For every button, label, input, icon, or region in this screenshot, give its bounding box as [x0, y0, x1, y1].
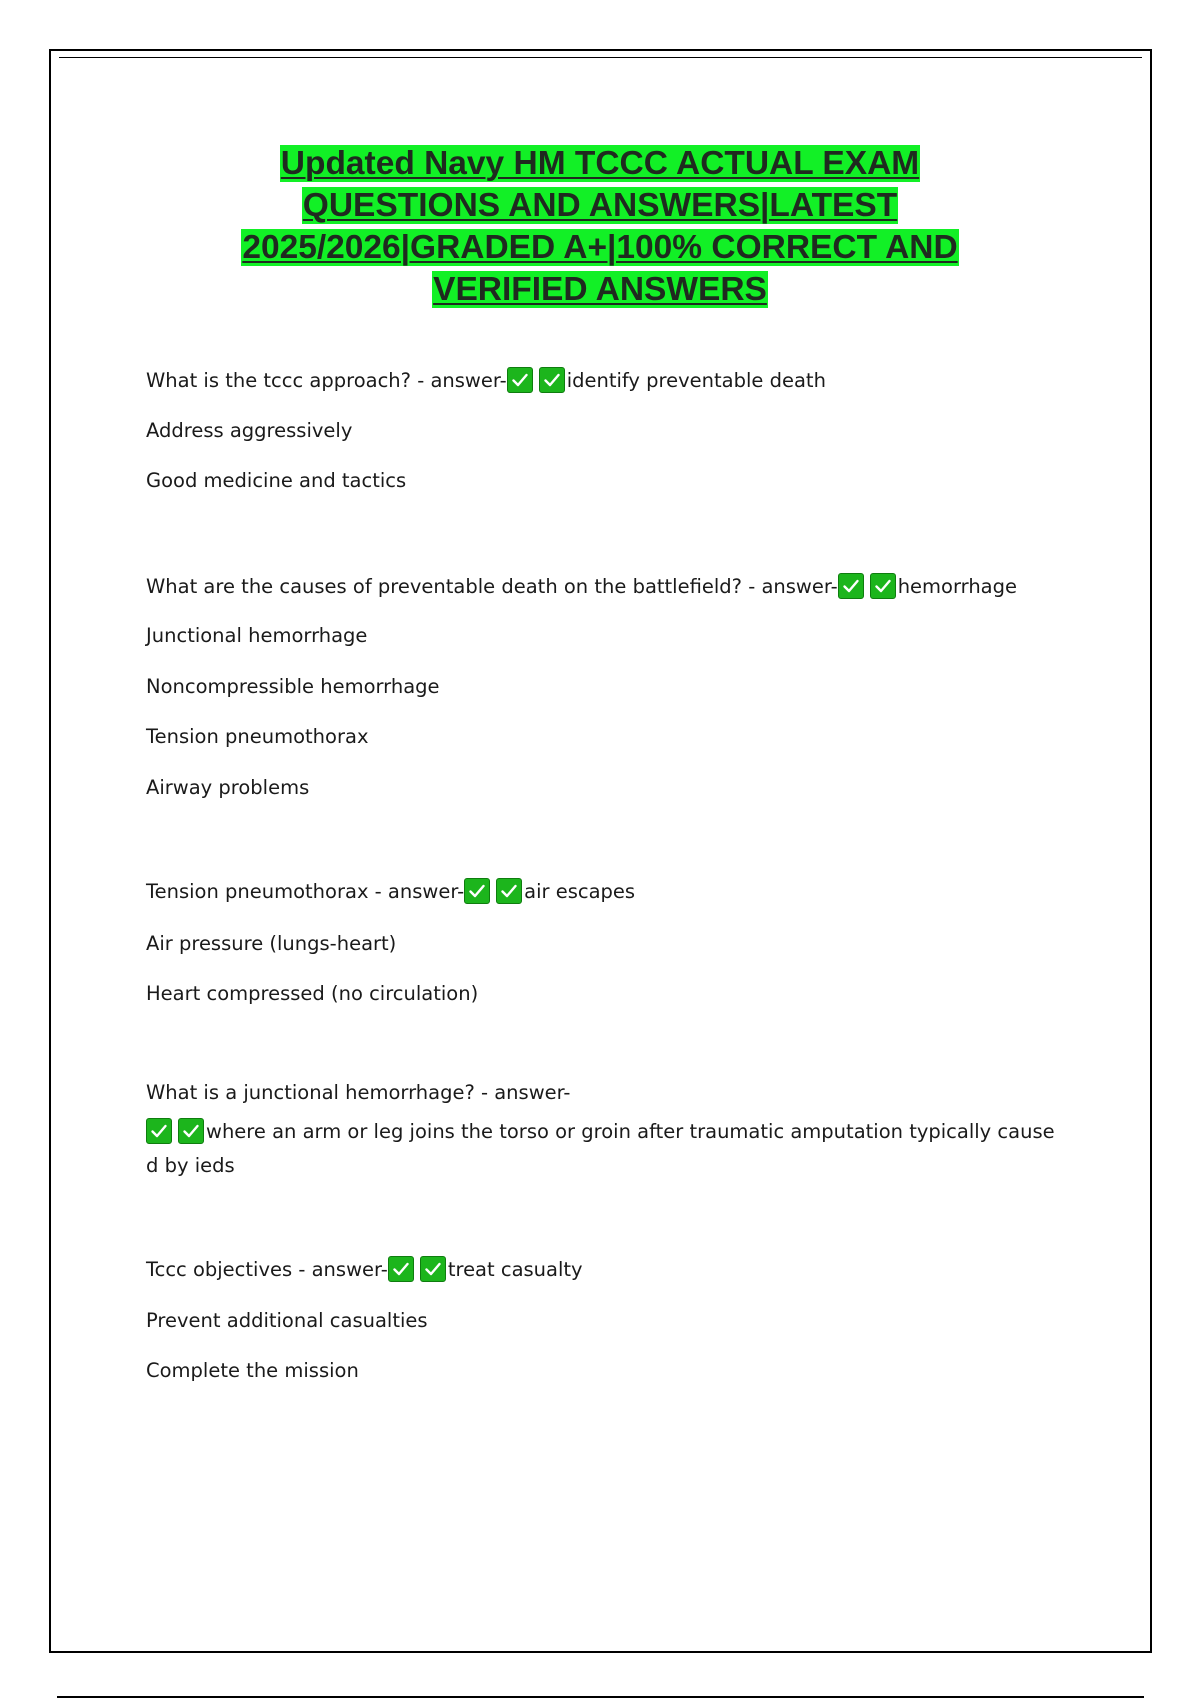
qa-3-question: Tension pneumothorax - answer-	[146, 880, 465, 903]
qa-2-question-line	[146, 573, 1017, 600]
qa-1-question: What is the tccc approach? - answer-	[146, 369, 507, 392]
qa-2-answer-line: Airway problems	[146, 776, 310, 799]
check-mark-icon	[507, 367, 533, 393]
qa-1-answer-line: Address aggressively	[146, 419, 353, 442]
qa-4-answer-wrap: d by ieds	[146, 1154, 235, 1177]
qa-3-question-line	[146, 878, 635, 905]
top-rule	[59, 57, 1142, 58]
qa-1-answer-line: Good medicine and tactics	[146, 469, 407, 492]
qa-3-answer-line: Heart compressed (no circulation)	[146, 982, 479, 1005]
title-line-1: Updated Navy HM TCCC ACTUAL EXAM	[280, 145, 920, 182]
qa-5-answer: treat casualty	[447, 1258, 583, 1281]
qa-5-answer-line: Prevent additional casualties	[146, 1309, 428, 1332]
title-line-3: 2025/2026|GRADED A+|100% CORRECT AND	[242, 229, 958, 266]
qa-3-answer-line: Air pressure (lungs-heart)	[146, 932, 397, 955]
title-line-2: QUESTIONS AND ANSWERS|LATEST	[302, 187, 898, 224]
document-title	[140, 143, 1060, 311]
qa-5-question: Tccc objectives - answer-	[146, 1258, 388, 1281]
qa-1-answer: identify preventable death	[566, 369, 826, 392]
check-mark-icon	[539, 367, 565, 393]
check-mark-icon	[870, 573, 896, 599]
check-mark-icon	[146, 1118, 172, 1144]
check-mark-icon	[838, 573, 864, 599]
qa-2-answer-line: Junctional hemorrhage	[146, 624, 368, 647]
check-mark-icon	[420, 1256, 446, 1282]
qa-2-question: What are the causes of preventable death on the battlefield? - answer-	[146, 575, 838, 598]
qa-5-question-line	[146, 1256, 583, 1283]
qa-2-answer: hemorrhage	[897, 575, 1018, 598]
qa-5-answer-line: Complete the mission	[146, 1359, 359, 1382]
check-mark-icon	[178, 1118, 204, 1144]
qa-3-answer: air escapes	[524, 880, 636, 903]
check-mark-icon	[496, 878, 522, 904]
qa-4-answer-line	[146, 1118, 1055, 1145]
qa-1-question-line	[146, 367, 826, 394]
qa-4-answer: where an arm or leg joins the torso or groin after traumatic amputation typically cause	[206, 1120, 1055, 1143]
check-mark-icon	[464, 878, 490, 904]
title-line-4: VERIFIED ANSWERS	[433, 271, 767, 308]
qa-2-answer-line: Tension pneumothorax	[146, 725, 369, 748]
check-mark-icon	[388, 1256, 414, 1282]
qa-2-answer-line: Noncompressible hemorrhage	[146, 675, 440, 698]
bottom-rule	[57, 1696, 1144, 1698]
qa-4-question-line: What is a junctional hemorrhage? - answer-	[146, 1081, 571, 1104]
